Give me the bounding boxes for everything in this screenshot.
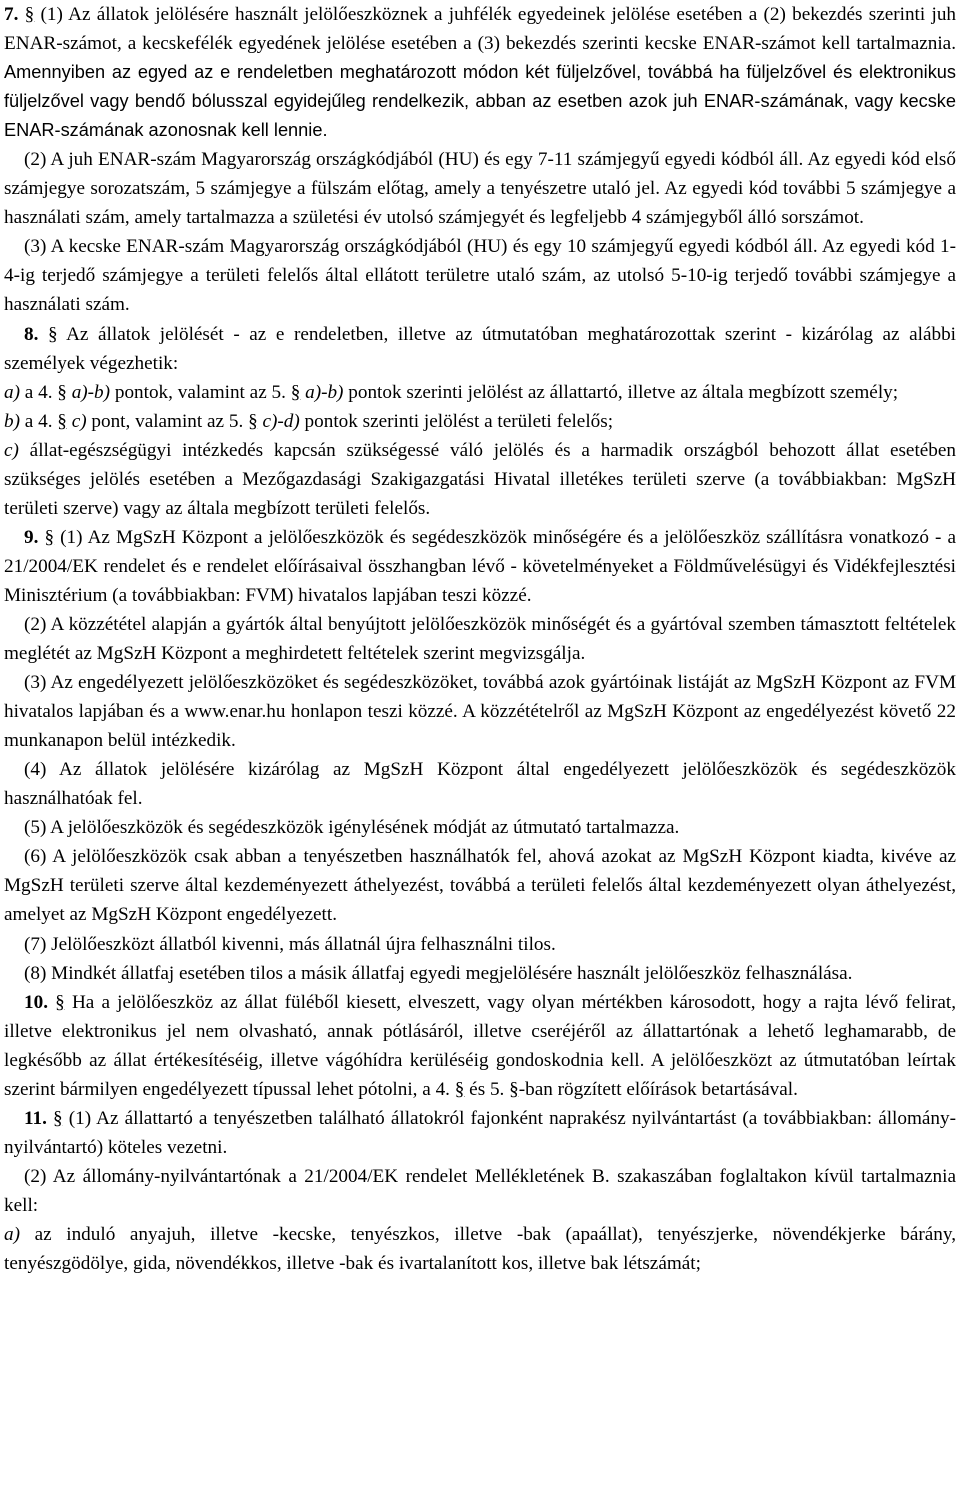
section-11-point-a (4, 1220, 956, 1278)
point-text: állat-egészségügyi intézkedés kapcsán szükségessé váló jelölés és a harmadik országból behozott állat esetében szükséges jelölés esetében a Mezőgazdasági Szakigazgatási Hivatal illetékes területi szerve (a továbbiakban: MgSzH területi szerve) vagy az általa megbízott területi felelős. (4, 439, 956, 519)
point-text: az induló anyajuh, illetve -kecske, tenyészkos, illetve -bak (apaállat), tenyészjerke, növendékjerke bárány, tenyészgödölye, gida, növendékkos, illetve -bak és ivartalanított kos, illetve bak létszámát; (4, 1223, 956, 1275)
section-text: (1) Az állatok jelölésére használt jelölőeszköznek a juhfélék egyedeinek jelölése esetében a (2) bekezdés szerinti juh ENAR-számot, a kecskefélék egyedének jelölése esetében a (3) bekezdés szerinti kecske ENAR-számot kell tartalmaznia. (4, 4, 957, 55)
section-sign-link[interactable]: § (44, 526, 55, 548)
point-text: pontok szerinti jelölést a területi felelős; (299, 410, 614, 432)
section-9-paragraph-7: (7) Jelölőeszközt állatból kivenni, más állatnál újra felhasználni tilos. (24, 933, 556, 955)
section-8-point-b (4, 407, 956, 436)
point-letter: a) (4, 381, 20, 403)
section-7-paragraph-2 (4, 145, 956, 232)
point-reference: a)-b) (300, 381, 344, 403)
section-7-paragraph-1 (4, 0, 956, 145)
section-number: 7. (4, 4, 19, 25)
point-text: a 4. (19, 410, 58, 432)
point-text: a 4. (19, 381, 58, 403)
section-text: -ban rögzített előírások betartásával. (518, 1078, 798, 1100)
section-sign-link[interactable]: § (47, 323, 58, 345)
section-sign-link[interactable]: § (248, 410, 258, 432)
section-number: 9. (24, 526, 39, 548)
section-sign-link[interactable]: § (24, 4, 35, 25)
section-8-point-c (4, 436, 956, 523)
section-9-paragraph-8: (8) Mindkét állatfaj esetében tilos a másik állatfaj egyedi megjelölésére használt jelölőeszköz felhasználása. (24, 962, 853, 984)
section-sign-link[interactable]: § (55, 991, 65, 1013)
section-text: (1) Az MgSzH Központ a jelölőeszközök és segédeszközök minőségére és a jelölőeszköz szállításra vonatkozó - a 21/2004/EK rendelet és e rendelet előírásaival összhangban lévő - követelményeket a Földművelésügyi és Vidékfejlesztési Minisztérium (a továbbiakban: FVM) hivatalos lapjában teszi közzé. (4, 526, 956, 606)
point-text: pont, valamint az 5. (86, 410, 249, 432)
section-9-paragraph-4: (4) Az állatok jelölésére kizárólag az MgSzH Központ által engedélyezett jelölőeszközök és segédeszközök használhatóak fel. (4, 759, 956, 810)
point-letter: b) (4, 410, 20, 432)
point-reference: a)-b) (66, 381, 111, 403)
point-text: pontok, valamint az 5. (110, 381, 291, 403)
section-9-paragraph-2: (2) A közzététel alapján a gyártók által benyújtott jelölőeszközök minőségét és a gyártóval szemben támasztott feltételek meglétét az MgSzH Központ a meghirdetett feltételek szerint megvizsgálja. (4, 613, 956, 665)
section-9-paragraph-1 (4, 523, 956, 610)
section-8-point-a (4, 378, 956, 407)
paragraph-text: Az egyedi kód 1-4-ig terjedő számjegye a területi felelős által ellátott területre utaló szám, az utolsó 5-10-ig terjedő további számjegye a használati szám. (4, 236, 956, 316)
point-text: pontok szerinti jelölést az állattartó, illetve az általa megbízott személy; (343, 381, 899, 403)
section-sign-link[interactable]: § (53, 1107, 63, 1129)
section-sign-link[interactable]: § (454, 1078, 465, 1100)
section-text: és 5. (464, 1078, 510, 1100)
section-9-paragraph-3: (3) Az engedélyezett jelölőeszközöket és segédeszközöket, továbbá azok gyártóinak listáját az MgSzH Központ az FVM hivatalos lapjában és a www.enar.hu honlapon teszi közzé. A közzétételről az MgSzH Központ az engedélyezést követő 22 munkanapon belül intézkedik. (4, 672, 956, 752)
section-number: 8. (24, 323, 39, 345)
section-text: Az állatok jelölését - az e rendeletben, illetve az útmutatóban meghatározottak szerint - kizárólag az alábbi személyek végezhetik: (4, 323, 957, 374)
point-reference: c)-d) (257, 410, 300, 432)
paragraph-text: (3) A kecske ENAR-szám Magyarország országkódjából (HU) és egy 10 számjegyű egyedi kódból áll. (24, 236, 818, 258)
paragraph-text: Az egyedi kód első számjegye sorozatszám, 5 számjegye a fülszám előtag, amely a tenyészetre utaló jel. (4, 149, 956, 200)
paragraph-text: Az egyedi kód további 5 számjegye a használati szám, amely tartalmazza a születési év utolsó számjegyét és legfeljebb 4 számjegyből álló sorszámot. (4, 178, 956, 229)
section-number: 10. (24, 991, 48, 1013)
section-text: (1) Az állattartó a tenyészetben található állatokról fajonként naprakész nyilvántartást (a továbbiakban: állomány-nyilvántartó) köteles vezetni. (4, 1107, 956, 1158)
section-9-paragraph-6: (6) A jelölőeszközök csak abban a tenyészetben használhatók fel, ahová azokat az MgSzH Központ kiadta, kivéve az MgSzH területi szerve által kezdeményezett áthelyezést, továbbá a területi felelős által kezdeményezett olyan áthelyezést, amelyet az MgSzH Központ engedélyezett. (4, 846, 956, 926)
section-sign-link[interactable]: § (509, 1078, 519, 1100)
section-text: Amennyiben az egyed az e rendeletben meghatározott módon két füljelzővel, továbbá ha füljelzővel és elektronikus füljelzővel vagy bendő bólusszal egyidejűleg rendelkezik, abban az esetben azok juh ENAR-számának, vagy kecske ENAR-számának azonosnak kell lennie. (4, 62, 956, 141)
section-11-paragraph-1 (4, 1104, 956, 1162)
section-sign-link[interactable]: § (57, 381, 67, 403)
section-11-paragraph-2: (2) Az állomány-nyilvántartónak a 21/2004/EK rendelet Mellékletének B. szakaszában foglaltakon kívül tartalmaznia kell: (4, 1165, 956, 1216)
section-8-paragraph (4, 320, 956, 378)
point-letter: a) (4, 1223, 20, 1245)
section-sign-link[interactable]: § (57, 410, 67, 432)
section-number: 11. (24, 1107, 47, 1129)
point-letter: c) (4, 439, 19, 461)
section-text: Ha a jelölőeszköz az állat füléből kiesett, elveszett, vagy olyan mértékben károsodott, hogy a rajta lévő felirat, illetve elektronikus jel nem olvasható, annak pótlásáról, illetve cseréjéről az állattartónak a lehető leghamarabb, de legkésőbb az állat értékesítéséig, illetve vágóhídra kerüléséig gondoskodnia kell. A jelölőeszközt az útmutatóban leírtak szerint bármilyen engedélyezett típussal lehet pótolni, a 4. (4, 991, 957, 1100)
section-9-paragraph-5: (5) A jelölőeszközök és segédeszközök igénylésének módját az útmutató tartalmazza. (24, 817, 680, 839)
section-7-paragraph-3 (4, 232, 956, 319)
section-sign-link[interactable]: § (290, 381, 301, 403)
section-10-paragraph (4, 988, 956, 1104)
paragraph-text: (2) A juh ENAR-szám Magyarország országkódjából (HU) és egy 7-11 számjegyű egyedi kódból áll. (24, 149, 804, 171)
point-reference: c) (66, 410, 87, 432)
